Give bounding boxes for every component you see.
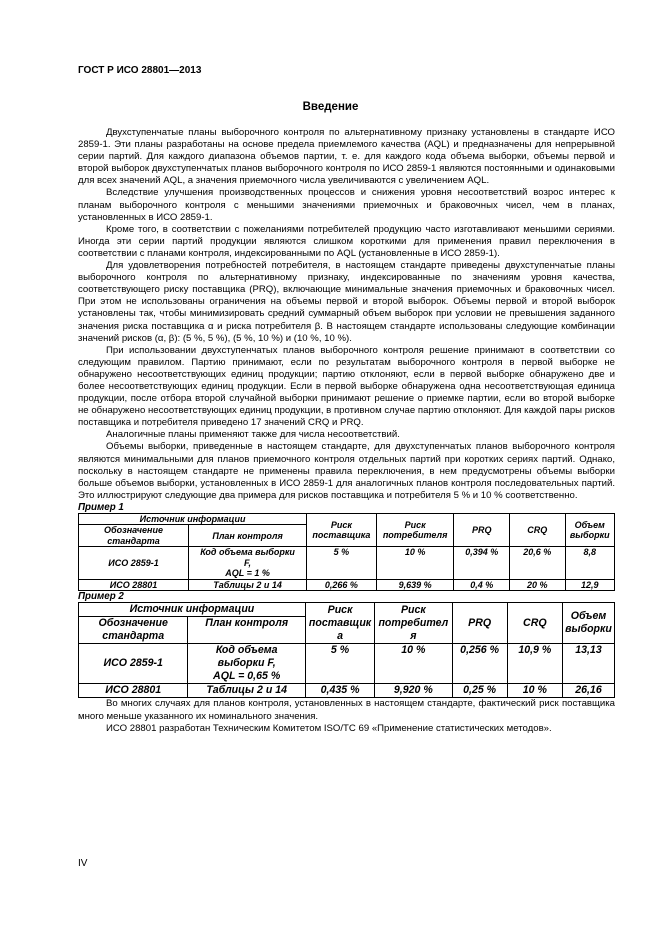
table-row — [79, 547, 615, 580]
header-line: поставщик — [308, 616, 372, 629]
cell-standard: ИСО 28801 — [79, 579, 189, 591]
header-source: Источник информации — [79, 513, 307, 525]
cell-plan — [188, 644, 305, 684]
cell-crq: 10,9 % — [507, 644, 562, 684]
cell-risk-supplier: 0,266 % — [307, 579, 377, 591]
example-1-label: Пример 1 — [78, 501, 124, 513]
header-risk-supplier — [305, 603, 374, 644]
cell-prq: 0,394 % — [454, 547, 510, 580]
document-body — [78, 127, 615, 735]
header-line: выборки — [565, 623, 612, 636]
table-row — [79, 684, 615, 698]
cell-plan-line: Код объема — [215, 644, 278, 657]
cell-standard: ИСО 2859-1 — [79, 644, 188, 684]
cell-risk-consumer: 10 % — [376, 547, 454, 580]
header-designation: Обозначение стандарта — [79, 617, 188, 644]
cell-volume: 26,16 — [562, 684, 614, 698]
table-row — [79, 579, 615, 591]
cell-prq: 0,256 % — [452, 644, 507, 684]
header-line: потребител — [378, 616, 449, 629]
header-volume — [562, 603, 614, 644]
header-line: Риск — [400, 603, 426, 616]
cell-crq: 20 % — [509, 579, 565, 591]
paragraph: ИСО 28801 разработан Техническим Комитетом ISO/TC 69 «Применение статистических методов». — [106, 722, 552, 734]
cell-crq: 10 % — [507, 684, 562, 698]
cell-standard: ИСО 2859-1 — [79, 547, 189, 580]
header-crq: CRQ — [509, 513, 565, 547]
header-designation: Обозначение стандарта — [79, 525, 189, 547]
paragraph: Объемы выборки, приведенные в настоящем стандарте, для двухступенчатых планов выборочного контроля являются минимальными для планов приемочного контроля отдельных партий при коротких сериях партий. Однако, поскольку в настоящем стандарте не применены правила переключения, в нем предусмотрены объемы выборки больше объемов выборки, установленных в ИСО 2859-1 для аналогичных планов контроля последовательных партий. Это иллюстрируют следующие два примера для рисков поставщика и потребителя 5 % и 10 % соответственно. — [78, 441, 615, 501]
cell-plan — [189, 547, 307, 580]
cell-risk-consumer: 10 % — [375, 644, 452, 684]
cell-standard: ИСО 28801 — [79, 684, 188, 698]
paragraph: Аналогичные планы применяют также для числа несоответствий. — [106, 429, 400, 441]
header-risk-consumer: Риск потребителя — [376, 513, 454, 547]
cell-risk-supplier: 5 % — [307, 547, 377, 580]
header-line: а — [337, 629, 343, 642]
cell-risk-supplier: 0,435 % — [305, 684, 374, 698]
header-prq: PRQ — [452, 603, 507, 644]
paragraph: Кроме того, в соответствии с пожеланиями потребителей продукцию часто изготавливают меньшими сериями. Иногда эти серии партий продукции являются слишком короткими для применения правил переключения в соответствии с планами контроля, индексированными по AQL (установленные в ИСО 2859-1). — [78, 223, 615, 259]
header-risk-consumer — [375, 603, 452, 644]
header-line: я — [410, 629, 417, 642]
cell-plan: Таблицы 2 и 14 — [189, 579, 307, 591]
cell-plan-line: Код объема выборки — [200, 547, 295, 558]
paragraph: Вследствие улучшения производственных процессов и снижения уровня несоответствий возрос интерес к планам выборочного контроля с меньшими значениями приемочных и браковочных чисел, чем в планах, установленных в ИСО 2859-1. — [78, 187, 615, 223]
cell-risk-supplier: 5 % — [305, 644, 374, 684]
header-prq: PRQ — [454, 513, 510, 547]
cell-crq: 20,6 % — [509, 547, 565, 580]
example-1-table — [78, 513, 615, 592]
example-2-label: Пример 2 — [78, 591, 124, 603]
cell-plan-line: AQL = 0,65 % — [213, 670, 281, 683]
header-risk-supplier: Риск поставщика — [307, 513, 377, 547]
table-row — [79, 644, 615, 684]
header-plan: План контроля — [188, 617, 305, 644]
example-2-table — [78, 602, 615, 698]
cell-plan-line: AQL = 1 % — [225, 568, 270, 579]
paragraph: При использовании двухступенчатых планов выборочного контроля решение принимают в соответствии со следующим правилом. Партию принимают, если по результатам выборочного контроля в первой выборке не обнаружено несоответствующих единиц продукции; партию отклоняют, если в первой выборке обнаружено две и более несоответствующих единиц продукции. Если в первой выборке обнаружена одна несоответствующая единица продукции, после отбора второй случайной выборки принимают решение о приемке партии, если во второй выборке не обнаружено несоответствующих единиц продукции, в противном случае партию отклоняют. Для каждой пары рисков поставщика и потребителя приведено 17 значений CRQ и PRQ. — [78, 344, 615, 429]
paragraph: Для удовлетворения потребностей потребителя, в настоящем стандарте приведены двухступенчатые планы выборочного контроля по альтернативному признаку, индексированные по значениям уровня качества, соответствующего риску поставщика (PRQ), включающие минимальные значения приемочных и браковочных чисел. При этом не использованы ограничения на объемы первой и второй выборок. Объемы первой и второй выборок установлены так, чтобы минимизировать средний суммарный объем выборок при условии не превышения заданного значения риска поставщика α и риска потребителя β. В настоящем стандарте использованы следующие комбинации значений рисков (α, β): (5 %, 5 %), (5 %, 10 %) и (10 %, 10 %). — [78, 260, 615, 344]
cell-volume: 8,8 — [565, 547, 615, 580]
cell-volume: 12,9 — [565, 579, 615, 591]
document-header: ГОСТ Р ИСО 28801—2013 — [78, 65, 202, 76]
paragraph: Двухступенчатые планы выборочного контроля по альтернативному признаку установлены в стандарте ИСО 2859-1. Эти планы разработаны на основе предела приемлемого качества (AQL) и предназначены для непрерывной серии партий. Для каждого диапазона объемов партии, т. е. для каждого кода объема выборки, объемы первой и второй выборок двухступенчатых планов выборочного контроля по ИСО 2859-1 являются постоянными и одинаковыми для всех значений AQL, а значения приемочного числа увеличиваются с увеличением AQL. — [78, 127, 615, 187]
cell-plan: Таблицы 2 и 14 — [188, 684, 305, 698]
cell-plan-line: F, — [244, 557, 252, 568]
cell-risk-consumer: 9,639 % — [376, 579, 454, 591]
header-crq: CRQ — [507, 603, 562, 644]
cell-prq: 0,25 % — [452, 684, 507, 698]
page-number: IV — [78, 858, 88, 869]
cell-risk-consumer: 9,920 % — [375, 684, 452, 698]
header-line: Объем — [570, 610, 607, 623]
header-source: Источник информации — [79, 603, 306, 617]
section-title: Введение — [302, 101, 359, 113]
cell-plan-line: выборки F, — [217, 657, 276, 670]
header-plan: План контроля — [189, 525, 307, 547]
header-volume: Объем выборки — [565, 513, 615, 547]
cell-volume: 13,13 — [562, 644, 614, 684]
cell-prq: 0,4 % — [454, 579, 510, 591]
paragraph: Во многих случаях для планов контроля, установленных в настоящем стандарте, фактический риск поставщика много меньше указанного их номинального значения. — [78, 698, 615, 722]
header-line: Риск — [327, 603, 353, 616]
